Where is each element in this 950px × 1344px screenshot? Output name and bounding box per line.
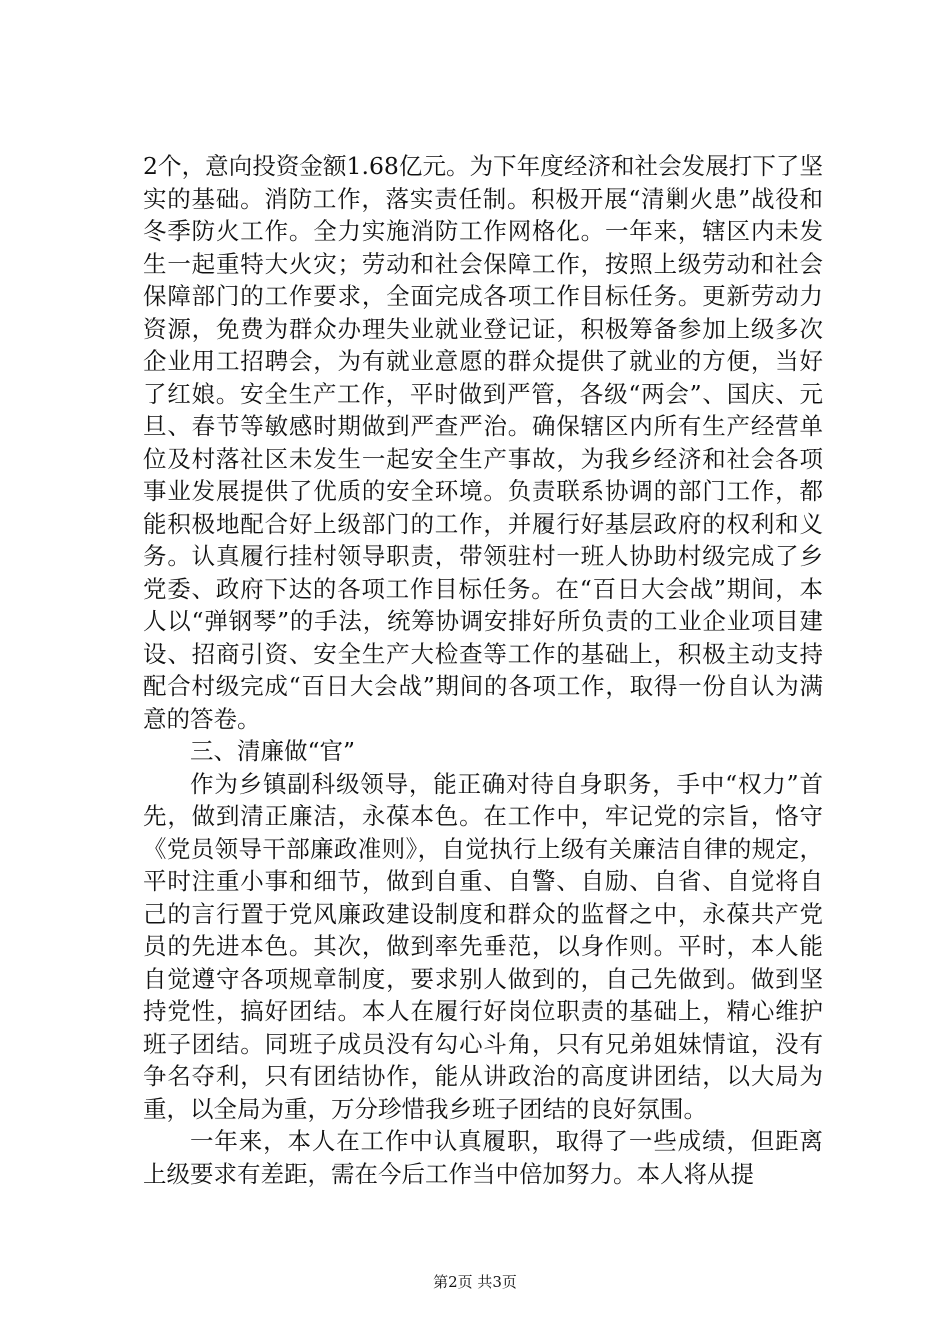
body-text (143, 150, 823, 1190)
paragraph-conclusion: 一年来，本人在工作中认真履职，取得了一些成绩，但距离上级要求有差距，需在今后工作当中倍加努力。本人将从提 (143, 1127, 823, 1188)
page-footer: 第2页 共3页 (433, 1273, 517, 1291)
section-heading-integrity: 三、清廉做“官” (190, 737, 356, 765)
paragraph-integrity: 作为乡镇副科级领导，能正确对待自身职务，手中“权力”首先，做到清正廉洁，永葆本色。在工作中，牢记党的宗旨，恪守《党员领导干部廉政准则》，自觉执行上级有关廉洁自律的规定，平时注重小事和细节，做到自重、自警、自励、自省、自觉将自己的言行置于党风廉政建设制度和群众的监督之中，永葆共产党员的先进本色。其次，做到率先垂范，以身作则。平时，本人能自觉遵守各项规章制度，要求别人做到的，自己先做到。做到坚持党性，搞好团结。本人在履行好岗位职责的基础上，精心维护班子团结。同班子成员没有勾心斗角，只有兄弟姐妹情谊，没有争名夺利，只有团结协作，能从讲政治的高度讲团结，以大局为重，以全局为重，万分珍惜我乡班子团结的良好氛围。 (143, 769, 823, 1123)
paragraph-work-summary: 2个，意向投资金额1.68亿元。为下年度经济和社会发展打下了坚实的基础。消防工作，落实责任制。积极开展“清剿火患”战役和冬季防火工作。全力实施消防工作网格化。一年来，辖区内未发生一起重特大火灾；劳动和社会保障工作，按照上级劳动和社会保障部门的工作要求，全面完成各项工作目标任务。更新劳动力资源，免费为群众办理失业就业登记证，积极筹备参加上级多次企业用工招聘会，为有就业意愿的群众提供了就业的方便，当好了红娘。安全生产工作，平时做到严管，各级“两会”、国庆、元旦、春节等敏感时期做到严查严治。确保辖区内所有生产经营单位及村落社区未发生一起安全生产事故，为我乡经济和社会各项事业发展提供了优质的安全环境。负责联系协调的部门工作，都能积极地配合好上级部门的工作，并履行好基层政府的权利和义务。认真履行挂村领导职责，带领驻村一班人协助村级完成了乡党委、政府下达的各项工作目标任务。在“百日大会战”期间，本人以“弹钢琴”的手法，统筹协调安排好所负责的工业企业项目建设、招商引资、安全生产大检查等工作的基础上，积极主动支持配合村级完成“百日大会战”期间的各项工作，取得一份自认为满意的答卷。 (143, 152, 823, 733)
